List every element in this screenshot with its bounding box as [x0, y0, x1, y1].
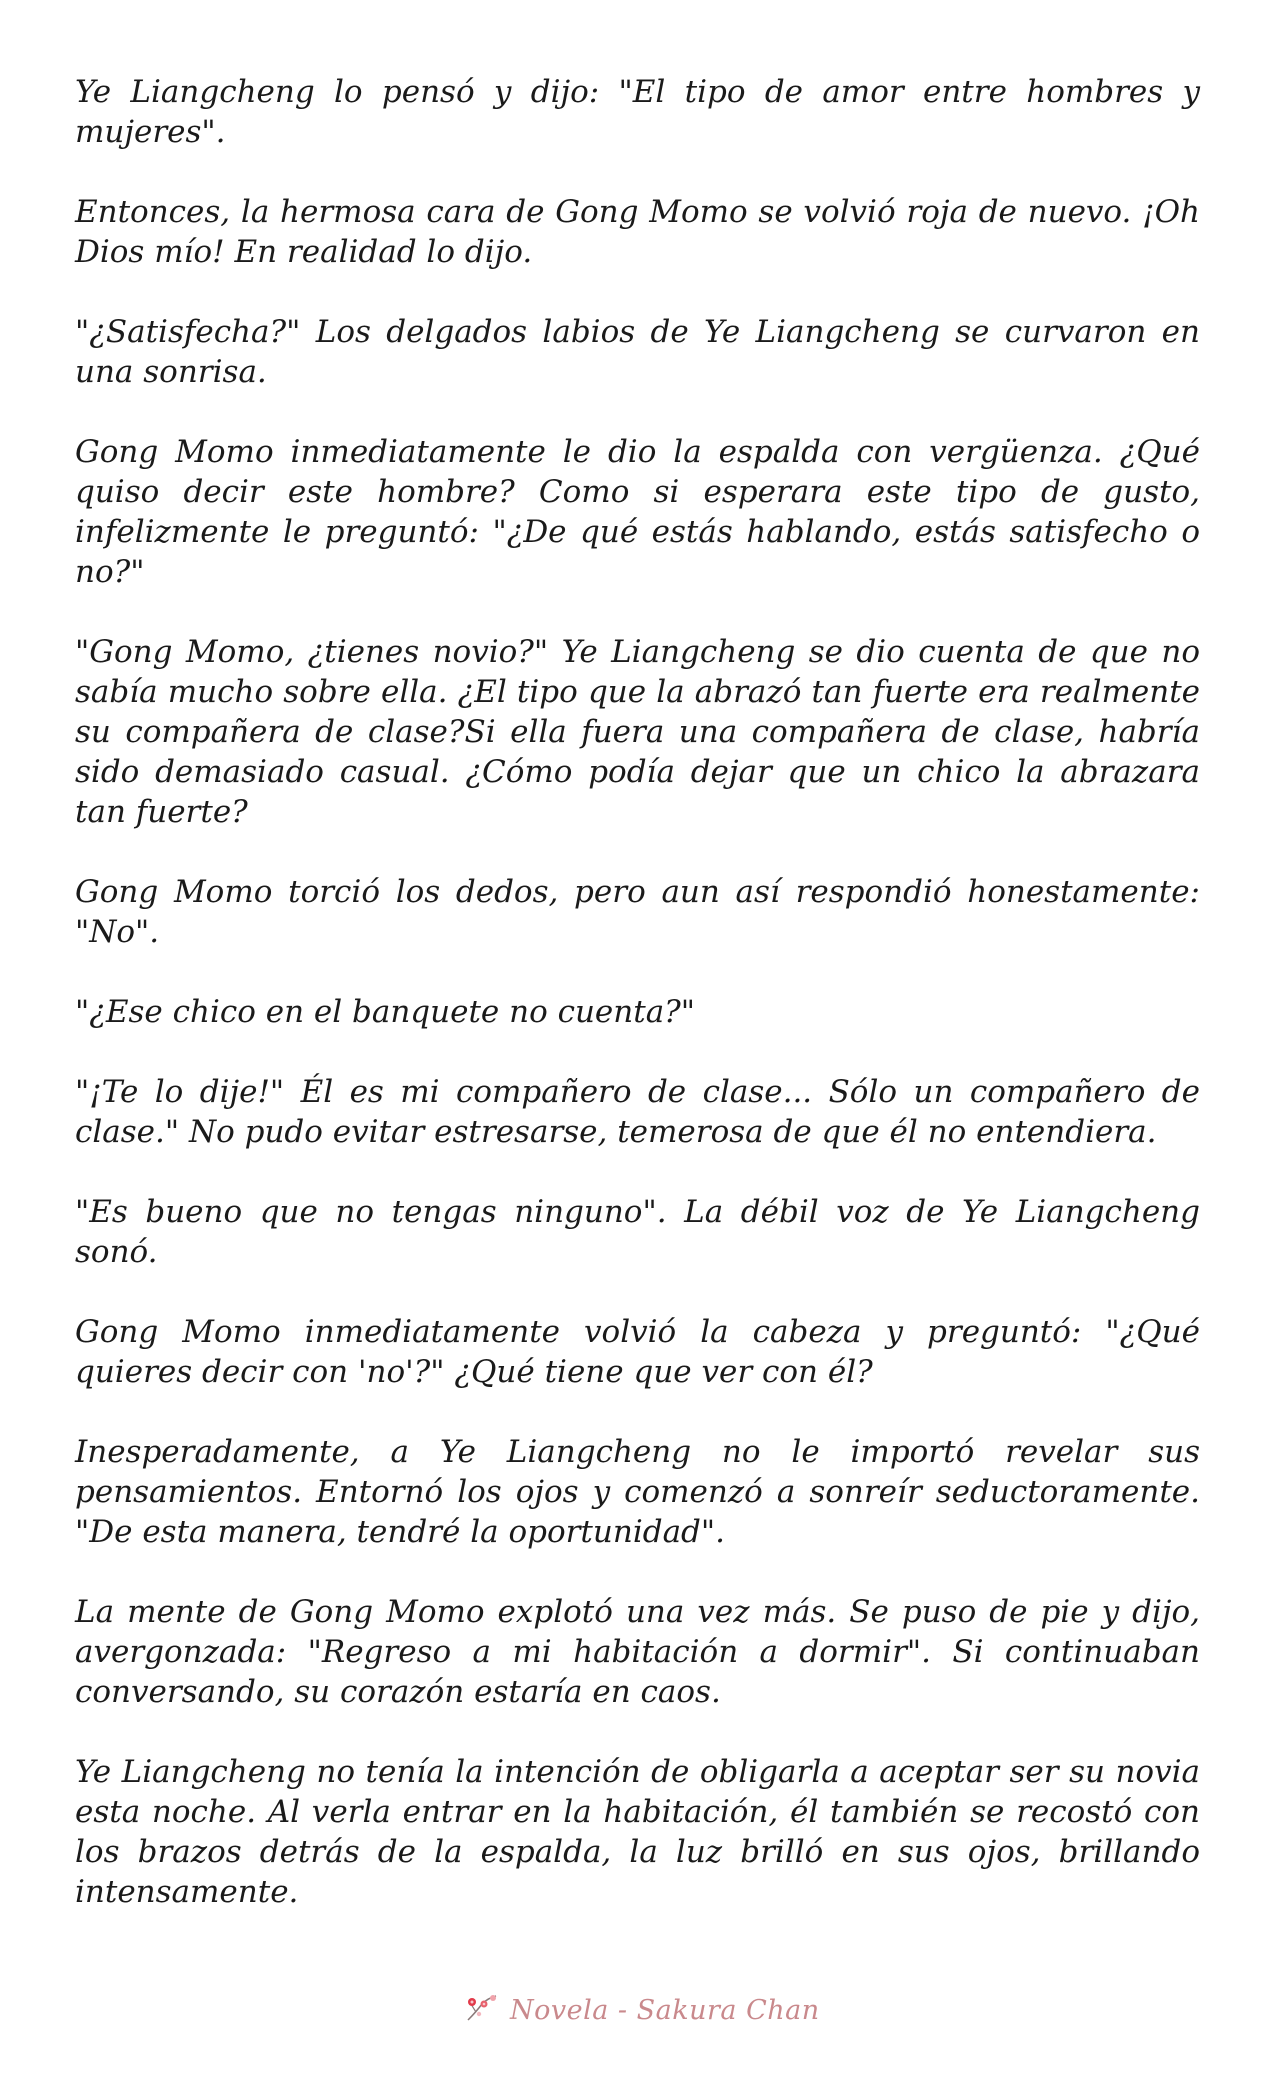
paragraph: Ye Liangcheng no tenía la intención de obligarla a aceptar ser su novia esta noche. Al verla entrar en la habitación, él también se recostó con los brazos detrás de la espalda, la luz brilló en sus ojos, brillando intensamente. [75, 1754, 1200, 1910]
sakura-blossom-icon [462, 1990, 502, 2030]
paragraph: La mente de Gong Momo explotó una vez más. Se puso de pie y dijo, avergonzada: "Regreso a mi habitación a dormir". Si continuaban conversando, su corazón estaría en caos. [75, 1594, 1200, 1710]
paragraph: Gong Momo inmediatamente le dio la espalda con vergüenza. ¿Qué quiso decir este hombre? Como si esperara este tipo de gusto, infelizmente le preguntó: "¿De qué estás hablando, estás satisfecho o no?" [75, 434, 1200, 590]
paragraph: Gong Momo torció los dedos, pero aun así respondió honestamente: "No". [75, 874, 1200, 950]
paragraph: "Es bueno que no tengas ninguno". La débil voz de Ye Liangcheng sonó. [75, 1194, 1200, 1270]
paragraph: Entonces, la hermosa cara de Gong Momo se volvió roja de nuevo. ¡Oh Dios mío! En realidad lo dijo. [75, 194, 1200, 270]
paragraph: "¿Satisfecha?" Los delgados labios de Ye Liangcheng se curvaron en una sonrisa. [75, 314, 1200, 390]
novel-text [75, 72, 1200, 1952]
watermark-text: Novela - Sakura Chan [510, 1994, 820, 2026]
paragraph: "Gong Momo, ¿tienes novio?" Ye Liangcheng se dio cuenta de que no sabía mucho sobre ella. ¿El tipo que la abrazó tan fuerte era realmente su compañera de clase?Si ella fuera una compañera de clase, habría sido demasiado casual. ¿Cómo podía dejar que un chico la abrazara tan fuerte? [75, 634, 1200, 830]
paragraph: Ye Liangcheng lo pensó y dijo: "El tipo de amor entre hombres y mujeres". [75, 74, 1200, 150]
paragraph: Inesperadamente, a Ye Liangcheng no le importó revelar sus pensamientos. Entornó los ojos y comenzó a sonreír seductoramente. "De esta manera, tendré la oportunidad". [75, 1434, 1200, 1550]
paragraph: Gong Momo inmediatamente volvió la cabeza y preguntó: "¿Qué quieres decir con 'no'?" ¿Qué tiene que ver con él? [75, 1314, 1200, 1390]
watermark-footer [462, 1990, 822, 2030]
paragraph: "¿Ese chico en el banquete no cuenta?" [75, 994, 696, 1030]
paragraph: "¡Te lo dije!" Él es mi compañero de clase... Sólo un compañero de clase." No pudo evitar estresarse, temerosa de que él no entendiera. [75, 1074, 1200, 1150]
